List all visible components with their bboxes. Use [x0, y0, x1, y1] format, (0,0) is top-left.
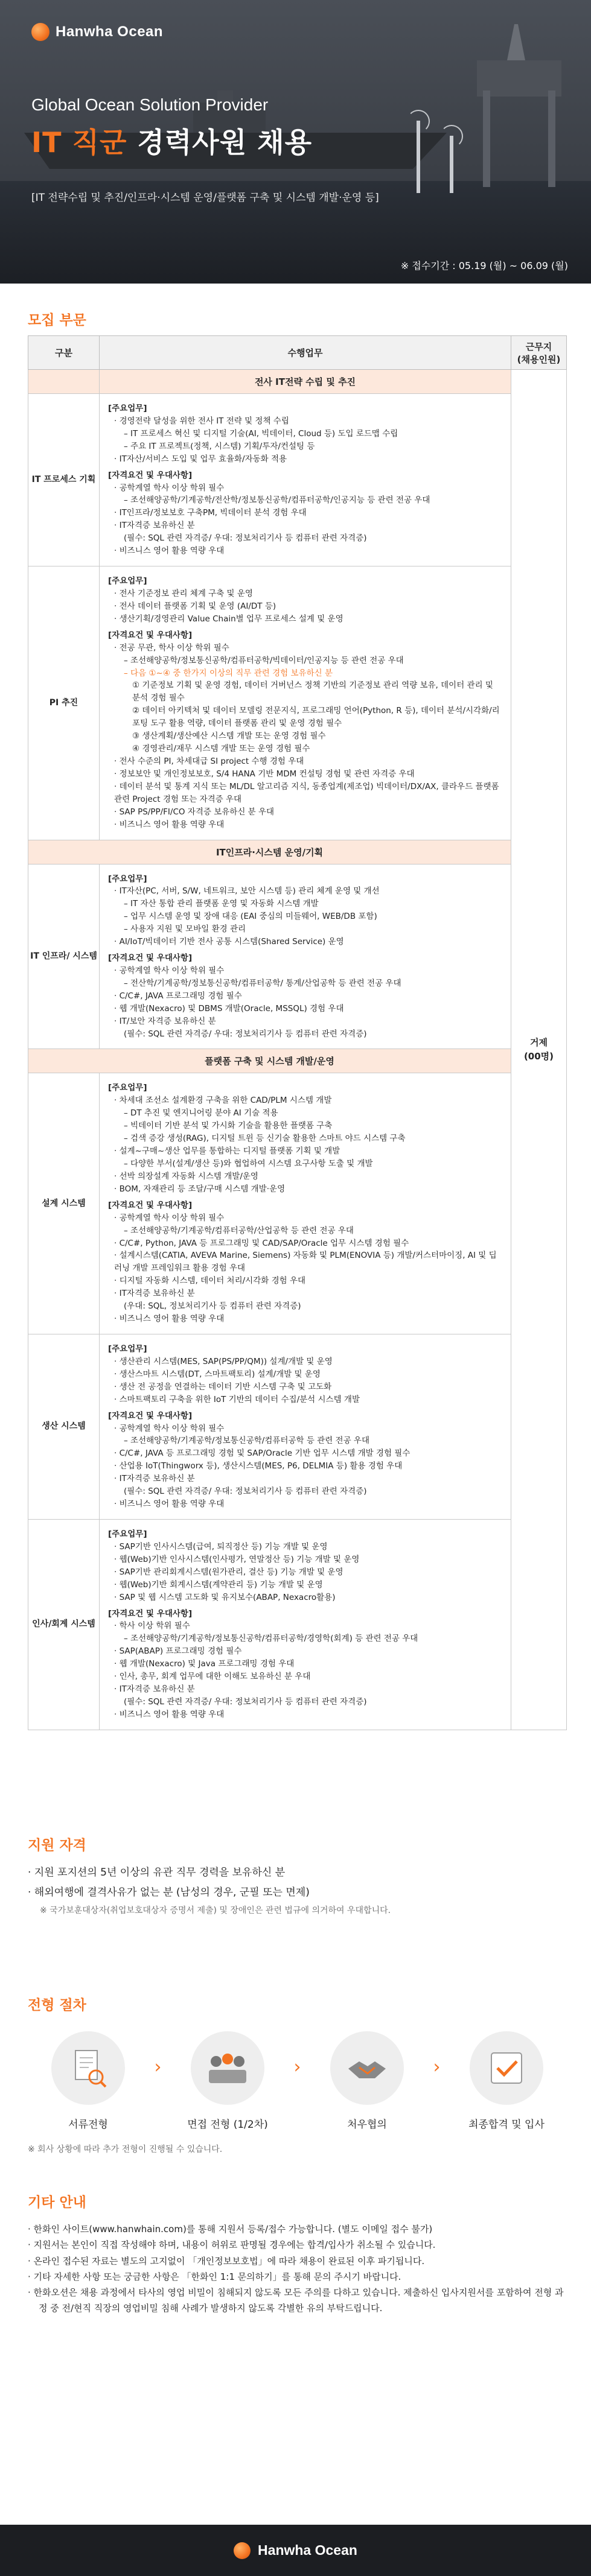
category-cell: 설계 시스템: [28, 1073, 100, 1334]
section-title-qualification: 지원 자격: [28, 1838, 86, 1853]
location-value: 거제: [530, 1037, 548, 1048]
offshore-rig-illustration: [471, 24, 567, 187]
group-title: 플랫폼 구축 및 시스템 개발/운영: [28, 1049, 511, 1073]
logo-mark-icon: [234, 2542, 251, 2559]
duty-line: ③ 생산계획/생산예산 시스템 개발 또는 운영 경험 필수: [132, 731, 326, 741]
duty-line: ② 데이터 아키텍처 및 데이터 모델링 전문지식, 프로그래밍 언어(Python, R 등), 데이터 분석/시각화/리포팅 도구 활용 역량, 데이터 플랫폼 관리 및 운영 경험 필수: [132, 706, 500, 729]
title-highlight: IT 직군: [31, 126, 127, 159]
hero-subtitle: Global Ocean Solution Provider: [31, 95, 269, 114]
group-title: 전사 IT전략 수립 및 추진: [100, 370, 511, 394]
duty-line: · 생산기획/경영관리 Value Chain별 업무 프로세스 설계 및 운영: [114, 614, 343, 624]
etc-item: · 기타 자세한 사항 또는 궁금한 사항은 「한화인 1:1 문의하기」를 통해 문의 주시기 바랍니다.: [28, 2271, 401, 2282]
table-row: [28, 566, 567, 840]
duty-heading: [주요업무]: [108, 404, 147, 413]
duty-heading: [자격요건 및 우대사항]: [108, 630, 193, 640]
final-pass-icon: [470, 2031, 543, 2105]
duty-heading: [주요업무]: [108, 874, 147, 884]
group-spacer: [28, 370, 100, 394]
duty-line: · 비즈니스 영어 활용 역량 우대: [114, 1314, 225, 1324]
category-cell: 생산 시스템: [28, 1334, 100, 1520]
duty-heading: [자격요건 및 우대사항]: [108, 1608, 193, 1619]
duty-cell: [100, 864, 511, 1049]
duty-line: (필수: SQL 관련 자격증/ 우대: 정보처리기사 등 컴퓨터 관련 자격증): [124, 1029, 367, 1039]
duty-line: · SAP기반 관리회계시스템(원가관리, 결산 등) 기능 개발 및 운영: [114, 1567, 343, 1577]
duty-line: · 생산관리 시스템(MES, SAP(PS/PP/QM)) 설계/개발 및 운영: [114, 1356, 333, 1366]
chevron-right-icon: ›: [433, 2057, 441, 2078]
table-header-row: [28, 336, 567, 370]
etc-item: · 한화인 사이트(www.hanwhain.com)를 통해 지원서 등록/접수 가능합니다. (별도 이메일 접수 불가): [28, 2224, 433, 2235]
qualification-item: · 지원 포지션의 5년 이상의 유관 직무 경력을 보유하신 분: [28, 1867, 286, 1879]
duty-line: ① 기준정보 기획 및 운영 경험, 데이터 거버넌스 정책 기반의 기준정보 관리 역량 보유, 데이터 관리 및 분석 경험 필수: [132, 680, 493, 703]
company-logo: [31, 23, 163, 41]
duty-heading: [주요업무]: [108, 1529, 147, 1539]
duty-cell: [100, 1519, 511, 1730]
duty-line: · 차세대 조선소 설계환경 구축을 위한 CAD/PLM 시스템 개발: [114, 1096, 332, 1106]
duty-line: (우대: SQL, 정보처리기사 등 컴퓨터 관련 자격증): [124, 1301, 301, 1312]
duty-heading: [자격요건 및 우대사항]: [108, 470, 193, 480]
category-cell: IT 프로세스 기획: [28, 394, 100, 566]
duty-line: · 웹(Web)기반 회계시스템(계약관리 등) 기능 개발 및 운영: [114, 1579, 323, 1590]
step-label: 서류전형: [68, 2119, 108, 2131]
duty-heading: [자격요건 및 우대사항]: [108, 1410, 193, 1421]
duty-line: · 산업용 IoT(Thingworx 등), 생산시스템(MES, P6, DELMIA 등) 활용 경험 우대: [114, 1461, 403, 1471]
duty-line: · 공학계열 학사 이상 학위 필수: [114, 965, 225, 976]
duty-line: · 선박 의장설계 자동화 시스템 개발/운영: [114, 1171, 258, 1181]
duty-line: – 다양한 부서(설계/생산 등)와 협업하여 시스템 요구사항 도출 및 개발: [124, 1159, 373, 1169]
duty-line: (필수: SQL 관련 자격증/ 우대: 정보처리기사 등 컴퓨터 관련 자격증): [124, 533, 367, 544]
duty-line: · BOM, 자재관리 등 조달/구매 시스템 개발·운영: [114, 1184, 286, 1194]
duty-line: · IT자격증 보유하신 분: [114, 1289, 195, 1299]
duty-line: · C/C#, JAVA 프로그래밍 경험 필수: [114, 991, 242, 1001]
hero-tagline: [IT 전략수립 및 추진/인프라·시스템 운영/플랫폼 구축 및 시스템 개발·운영 등]: [31, 192, 379, 204]
table-row: [28, 1519, 567, 1730]
duty-line: · SAP기반 인사시스템(급여, 퇴직정산 등) 기능 개발 및 운영: [114, 1541, 328, 1552]
table-group-row: [28, 840, 567, 864]
duty-line: · 인사, 총무, 회계 업무에 대한 이해도 보유하신 분 우대: [114, 1672, 311, 1682]
duty-line: · 공학계열 학사 이상 학위 필수: [114, 483, 225, 493]
interview-icon: [191, 2031, 264, 2105]
table-group-row: [28, 370, 567, 394]
duty-line: – 전산학/기계공학/정보통신공학/컴퓨터공학/ 통계/산업공학 등 관련 전공 우대: [124, 978, 401, 988]
chevron-right-icon: ›: [293, 2057, 301, 2078]
step-label: 처우협의: [347, 2119, 387, 2131]
duty-line: – 조선해양공학/기계공학/정보통신공학/컴퓨터공학 등 관련 전공 우대: [124, 1436, 369, 1446]
duty-line: · IT/보안 자격증 보유하신 분: [114, 1016, 216, 1026]
header-category: 구분: [28, 336, 100, 370]
logo-text: Hanwha Ocean: [56, 24, 164, 40]
qualification-note: ※ 국가보훈대상자(취업보호대상자 증명서 제출) 및 장애인은 관련 법규에 의거하여 우대합니다.: [40, 1906, 391, 1916]
duty-line: – 빅데이터 기반 분석 및 가시화 기술을 활용한 플랫폼 구축: [124, 1121, 333, 1131]
duty-heading: [주요업무]: [108, 1344, 147, 1354]
headcount-value: (00명): [523, 1050, 554, 1062]
duty-line: · AI/IoT/빅데이터 기반 전사 공통 시스템(Shared Service) 운영: [114, 937, 344, 947]
duty-line: · 전공 무관, 학사 이상 학위 필수: [114, 642, 229, 653]
step-label: 최종합격 및 입사: [468, 2119, 545, 2131]
duty-line: – 조선해양공학/정보통신공학/컴퓨터공학/빅데이터/인공지능 등 관련 전공 우대: [124, 655, 404, 665]
page-title: [31, 121, 312, 160]
logo-mark-icon: [31, 23, 50, 41]
duty-line: · 디지털 자동화 시스템, 데이터 처리/시각화 경험 우대: [114, 1276, 306, 1286]
jobs-table: [28, 335, 567, 1730]
duty-line: · 경영전략 달성을 위한 전사 IT 전략 및 정책 수립: [114, 416, 289, 426]
process-note: ※ 회사 상황에 따라 추가 전형이 진행될 수 있습니다.: [28, 2145, 223, 2154]
footer: [0, 2525, 591, 2576]
duty-heading: [자격요건 및 우대사항]: [108, 953, 193, 963]
jobs-table-body: [28, 370, 567, 1730]
duty-line: · SAP 및 웹 시스템 고도화 및 유지보수(ABAP, Nexacro활용): [114, 1592, 336, 1602]
title-rest: 경력사원 채용: [127, 126, 313, 159]
process-step: [307, 2031, 427, 2131]
duty-line: · 비즈니스 영어 활용 역량 우대: [114, 1499, 225, 1509]
duty-heading: [자격요건 및 우대사항]: [108, 1200, 193, 1210]
duty-line: · 설계시스템(CATIA, AVEVA Marine, Siemens) 자동화 및 PLM(ENOVIA 등) 개발/커스터마이징, AI 및 딥러닝 개발 프레임워크 활용 경험 우대: [114, 1251, 497, 1274]
duty-line: · 스마트팩토리 구축을 위한 IoT 기반의 데이터 수집/분석 시스템 개발: [114, 1394, 360, 1404]
duty-line: · 웹 개발(Nexacro) 및 Java 프로그래밍 경험 우대: [114, 1659, 295, 1669]
step-label: 면접 전형 (1/2차): [187, 2119, 268, 2131]
duty-cell: [100, 1334, 511, 1520]
duty-line: ④ 경영관리/재무 시스템 개발 또는 운영 경험 필수: [132, 744, 310, 754]
group-title: IT인프라·시스템 운영/기획: [28, 840, 511, 864]
duty-line: – 조선해양공학/기계공학/정보통신공학/컴퓨터공학/경영학(회계) 등 관련 전공 우대: [124, 1634, 418, 1644]
duty-line: – 다음 ①~④ 중 한가지 이상의 직무 관련 경험 보유하신 분: [124, 668, 333, 678]
duty-line: (필수: SQL 관련 자격증/ 우대: 정보처리기사 등 컴퓨터 관련 자격증): [124, 1696, 367, 1707]
etc-item: · 한화오션은 채용 과정에서 타사의 영업 비밀이 침해되지 않도록 모든 주의를 다하고 있습니다. 제출하신 입사지원서를 포함하여 전형 과정 중 전/현직 직장의 영업비밀 침해 사례가 발생하지 않도록 각별한 유의 부탁드립니다.: [28, 2287, 564, 2314]
document-review-icon: [51, 2031, 125, 2105]
duty-line: · IT자산(PC, 서버, S/W, 네트워크, 보안 시스템 등) 관리 체계 운영 및 개선: [114, 886, 380, 896]
location-cell: [511, 370, 567, 1730]
header-duty: 수행업무: [100, 336, 511, 370]
duty-line: · SAP PS/PP/FI/CO 자격증 보유하신 분 우대: [114, 807, 275, 817]
wind-turbine-icon: [417, 121, 420, 193]
duty-line: · 공학계열 학사 이상 학위 필수: [114, 1423, 225, 1433]
section-title-process: 전형 절차: [28, 1997, 86, 2013]
table-row: [28, 1334, 567, 1520]
qualification-list: [28, 1863, 567, 1920]
duty-line: – IT 프로세스 혁신 및 디지털 기술(AI, 빅데이터, Cloud 등) 도입 로드맵 수립: [124, 428, 398, 439]
duty-line: · 생산 전 공정을 연결하는 데이터 기반 시스템 구축 및 고도화: [114, 1382, 332, 1392]
process-step: [167, 2031, 288, 2131]
table-row: [28, 394, 567, 566]
duty-heading: [주요업무]: [108, 576, 147, 586]
duty-line: · 비즈니스 영어 활용 역량 우대: [114, 819, 225, 830]
duty-line: – 조선해양공학/기계공학/컴퓨터공학/산업공학 등 관련 전공 우대: [124, 1225, 354, 1236]
duty-cell: [100, 394, 511, 566]
wind-turbine-icon: [450, 136, 453, 193]
duty-cell: [100, 1073, 511, 1334]
etc-item: · 온라인 접수된 자료는 별도의 고지없이 「개인정보보호법」에 따라 채용이 완료된 이후 파기됩니다.: [28, 2255, 425, 2267]
category-cell: PI 추진: [28, 566, 100, 840]
section-title-recruit: 모집 부문: [28, 312, 86, 328]
duty-line: – 조선해양공학/기계공학/전산학/정보통신공학/컴퓨터공학/인공지능 등 관련 전공 우대: [124, 495, 430, 506]
duty-line: – 검색 증강 생성(RAG), 디지털 트윈 등 신기술 활용한 스마트 야드 시스템 구축: [124, 1134, 406, 1144]
duty-line: · SAP(ABAP) 프로그래밍 경험 필수: [114, 1646, 242, 1657]
handshake-icon: [330, 2031, 404, 2105]
duty-line: · IT자격증 보유하신 분: [114, 1474, 195, 1484]
duty-line: · 설계~구매~생산 업무를 통합하는 디지털 플랫폼 기획 및 개발: [114, 1146, 340, 1156]
footer-logo-text: Hanwha Ocean: [258, 2542, 357, 2558]
table-group-row: [28, 1049, 567, 1073]
duty-cell: [100, 566, 511, 840]
duty-line: · C/C#, Python, JAVA 등 프로그래밍 및 CAD/SAP/Oracle 업무 시스템 경험 필수: [114, 1238, 409, 1248]
duty-heading: [주요업무]: [108, 1083, 147, 1093]
header-location-sub: (채용인원): [517, 354, 561, 365]
qualification-item: · 해외여행에 결격사유가 없는 분 (남성의 경우, 군필 또는 면제): [28, 1886, 310, 1899]
duty-line: · 전사 수준의 PI, 차세대급 SI project 수행 경험 우대: [114, 756, 304, 766]
category-cell: IT 인프라/ 시스템: [28, 864, 100, 1049]
duty-line: · IT인프라/정보보호 구축PM, 빅데이터 분석 경험 우대: [114, 508, 307, 518]
recruit-section: [0, 309, 591, 1719]
process-steps: [28, 2031, 567, 2131]
duty-line: · IT자격증 보유하신 분: [114, 1684, 195, 1695]
etc-list: [28, 2221, 567, 2317]
duty-line: · C/C#, JAVA 등 프로그래밍 경험 및 SAP/Oracle 기반 업무 시스템 개발 경험 필수: [114, 1448, 411, 1459]
application-period: ※ 접수기간 : 05.19 (월) ~ 06.09 (월): [400, 260, 568, 271]
duty-line: · 정보보안 및 개인정보보호, S/4 HANA 기반 MDM 컨설팅 경험 및 관련 자격증 우대: [114, 769, 415, 779]
duty-line: · 웹 개발(Nexacro) 및 DBMS 개발(Oracle, MSSQL) 경험 우대: [114, 1003, 344, 1014]
duty-line: – IT 자산 통합 관리 플랫폼 운영 및 자동화 시스템 개발: [124, 899, 319, 909]
duty-line: – 주요 IT 프로젝트(정책, 시스템) 기획/투자/컨설팅 등: [124, 441, 315, 451]
duty-line: · 전사 데이터 플랫폼 기획 및 운영 (AI/DT 등): [114, 601, 276, 611]
duty-line: · 웹(Web)기반 인사시스템(인사평가, 연말정산 등) 기능 개발 및 운영: [114, 1554, 360, 1564]
process-step: [28, 2031, 149, 2131]
duty-line: – DT 추진 및 엔지니어링 분야 AI 기술 적용: [124, 1108, 278, 1118]
duty-line: – 업무 시스템 운영 및 장애 대응 (EAI 중심의 미들웨어, WEB/DB 포함): [124, 912, 377, 922]
duty-line: · 비즈니스 영어 활용 역량 우대: [114, 1709, 225, 1719]
duty-line: (필수: SQL 관련 자격증/ 우대: 정보처리기사 등 컴퓨터 관련 자격증): [124, 1486, 367, 1497]
hero-banner: [0, 0, 591, 284]
section-title-etc: 기타 안내: [28, 2195, 86, 2210]
header-location-label: 근무지: [525, 341, 552, 352]
duty-line: · IT자산/서비스 도입 및 업무 효율화/자동화 적용: [114, 454, 287, 464]
table-row: [28, 864, 567, 1049]
duty-line: · IT자격증 보유하신 분: [114, 521, 195, 531]
table-row: [28, 1073, 567, 1334]
duty-line: · 데이터 분석 및 통계 지식 또는 ML/DL 알고리즘 지식, 동종업계(제조업) 빅데이터/DX/AX, 클라우드 플랫폼 관련 Project 경험 또는 자격증 우대: [114, 781, 499, 804]
duty-line: · 공학계열 학사 이상 학위 필수: [114, 1213, 225, 1223]
header-location: [511, 336, 567, 370]
etc-item: · 지원서는 본인이 직접 작성해야 하며, 내용이 허위로 판명될 경우에는 합격/입사가 취소될 수 있습니다.: [28, 2239, 436, 2251]
duty-line: · 생산스마트 시스템(DT, 스마트팩토리) 설계/개발 및 운영: [114, 1369, 321, 1379]
chevron-right-icon: ›: [154, 2057, 162, 2078]
duty-line: · 비즈니스 영어 활용 역량 우대: [114, 546, 225, 556]
duty-line: · 전사 기준정보 관리 체계 구축 및 운영: [114, 588, 253, 598]
duty-line: – 사용자 지원 및 모바일 환경 관리: [124, 924, 246, 934]
category-cell: 인사/회계 시스템: [28, 1519, 100, 1730]
duty-line: · 학사 이상 학위 필수: [114, 1621, 190, 1631]
process-step: [446, 2031, 567, 2131]
